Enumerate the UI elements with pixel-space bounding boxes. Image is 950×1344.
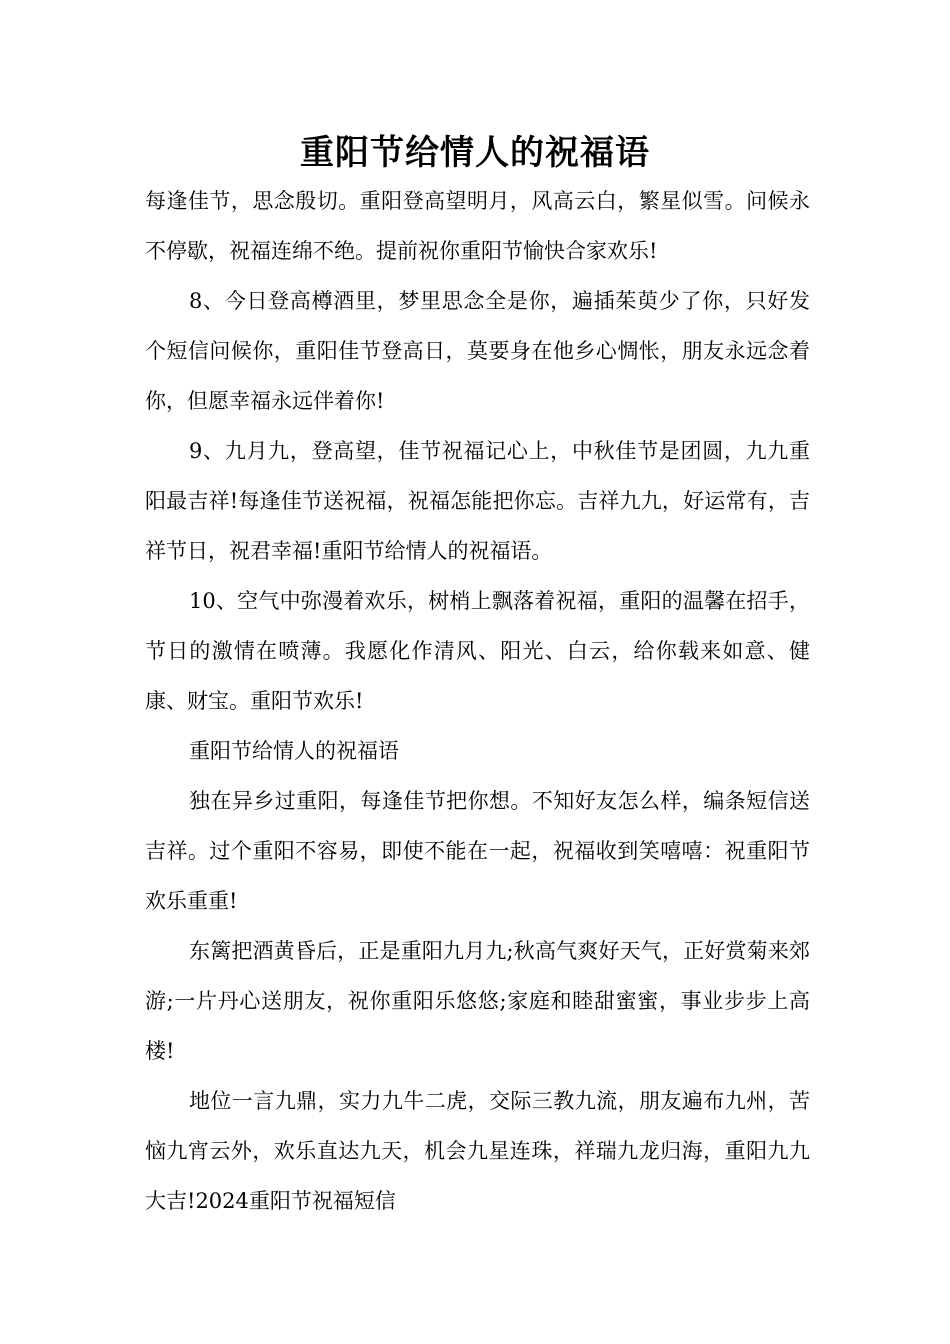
paragraph: 东篱把酒黄昏后，正是重阳九月九;秋高气爽好天气，正好赏菊来郊游;一片丹心送朋友，祝你重阳乐悠悠;家庭和睦甜蜜蜜，事业步步上高楼! bbox=[145, 939, 810, 1063]
paragraph: 独在异乡过重阳，每逢佳节把你想。不知好友怎么样，编条短信送吉祥。过个重阳不容易，即使不能在一起，祝福收到笑嘻嘻：祝重阳节欢乐重重! bbox=[145, 789, 810, 913]
paragraph: 地位一言九鼎，实力九牛二虎，交际三教九流，朋友遍布九州，苦恼九宵云外，欢乐直达九天，机会九星连珠，祥瑞九龙归海，重阳九九大吉!2024重阳节祝福短信 bbox=[145, 1089, 810, 1213]
paragraph: 10、空气中弥漫着欢乐，树梢上飘落着祝福，重阳的温馨在招手，节日的激情在喷薄。我愿化作清风、阳光、白云，给你载来如意、健康、财宝。重阳节欢乐! bbox=[145, 589, 810, 713]
page-title: 重阳节给情人的祝福语 bbox=[300, 133, 650, 173]
paragraph: 每逢佳节，思念殷切。重阳登高望明月，风高云白，繁星似雪。问候永不停歇，祝福连绵不绝。提前祝你重阳节愉快合家欢乐! bbox=[145, 189, 810, 263]
section-heading: 重阳节给情人的祝福语 bbox=[189, 739, 399, 763]
paragraph: 8、今日登高樽酒里，梦里思念全是你，遍插茱萸少了你，只好发个短信问候你，重阳佳节登高日，莫要身在他乡心惆怅，朋友永远念着你，但愿幸福永远伴着你! bbox=[145, 289, 810, 413]
paragraph: 9、九月九，登高望，佳节祝福记心上，中秋佳节是团圆，九九重阳最吉祥!每逢佳节送祝福，祝福怎能把你忘。吉祥九九，好运常有，吉祥节日，祝君幸福!重阳节给情人的祝福语。 bbox=[145, 439, 810, 563]
document-body bbox=[145, 176, 810, 1226]
